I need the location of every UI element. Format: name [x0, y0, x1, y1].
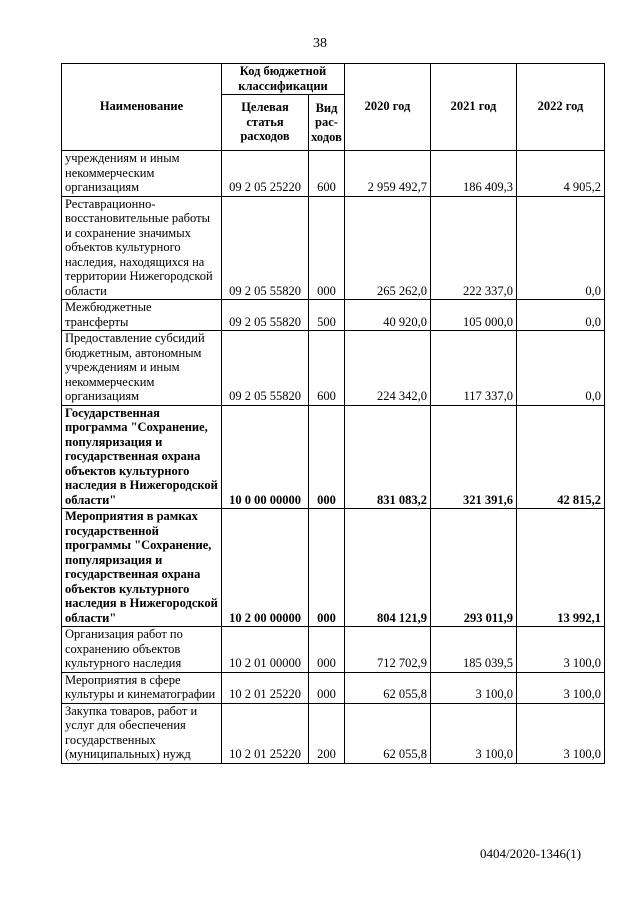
- row-2020: 265 262,0: [345, 196, 431, 300]
- row-2020: 831 083,2: [345, 405, 431, 509]
- row-name: Закупка товаров, работ и услуг для обеспечения государственных (муниципальных) нужд: [62, 703, 222, 763]
- row-2022: 3 100,0: [517, 703, 605, 763]
- table-row: [62, 627, 605, 673]
- row-name: Государственная программа "Сохранение, популяризация и государственная охрана объектов культурного наследия в Нижегородской области": [62, 405, 222, 509]
- row-2022: 42 815,2: [517, 405, 605, 509]
- row-2021: 293 011,9: [431, 509, 517, 627]
- header-name: Наименование: [62, 64, 222, 151]
- row-2020: 2 959 492,7: [345, 151, 431, 197]
- header-target-article: Целевая статья расходов: [222, 95, 309, 151]
- row-target-article: 10 2 01 25220: [222, 703, 309, 763]
- row-name: Межбюджетные трансферты: [62, 300, 222, 331]
- row-2022: 3 100,0: [517, 627, 605, 673]
- row-2021: 117 337,0: [431, 331, 517, 406]
- row-target-article: 09 2 05 55820: [222, 331, 309, 406]
- table-row: [62, 196, 605, 300]
- row-expense-type: 000: [309, 509, 345, 627]
- row-2022: 0,0: [517, 300, 605, 331]
- row-name: Мероприятия в рамках государственной программы "Сохранение, популяризация и государственная охрана объектов культурного наследия в Нижегородской области": [62, 509, 222, 627]
- row-target-article: 09 2 05 25220: [222, 151, 309, 197]
- row-target-article: 10 2 01 00000: [222, 627, 309, 673]
- row-expense-type: 600: [309, 331, 345, 406]
- table-row: [62, 300, 605, 331]
- row-target-article: 10 2 01 25220: [222, 672, 309, 703]
- row-target-article: 10 0 00 00000: [222, 405, 309, 509]
- row-2021: 222 337,0: [431, 196, 517, 300]
- row-name: учреждениям и иным некоммерческим организациям: [62, 151, 222, 197]
- row-2020: 62 055,8: [345, 703, 431, 763]
- row-expense-type: 600: [309, 151, 345, 197]
- header-2022: 2022 год: [517, 64, 605, 151]
- row-name: Реставрационно-восстановительные работы и сохранение значимых объектов культурного наследия, находящихся на территории Нижегородской области: [62, 196, 222, 300]
- row-2022: 3 100,0: [517, 672, 605, 703]
- table-row: [62, 672, 605, 703]
- table-row: [62, 405, 605, 509]
- row-name: Предоставление субсидий бюджетным, автономным учреждениям и иным некоммерческим организациям: [62, 331, 222, 406]
- row-target-article: 09 2 05 55820: [222, 196, 309, 300]
- document-code: 0404/2020-1346(1): [480, 846, 582, 861]
- row-2020: 62 055,8: [345, 672, 431, 703]
- row-target-article: 10 2 00 00000: [222, 509, 309, 627]
- row-2020: 712 702,9: [345, 627, 431, 673]
- header-2020: 2020 год: [345, 64, 431, 151]
- row-2022: 13 992,1: [517, 509, 605, 627]
- header-2021: 2021 год: [431, 64, 517, 151]
- row-2022: 0,0: [517, 196, 605, 300]
- table-row: [62, 151, 605, 197]
- row-expense-type: 000: [309, 672, 345, 703]
- row-2022: 0,0: [517, 331, 605, 406]
- row-expense-type: 000: [309, 196, 345, 300]
- row-2021: 3 100,0: [431, 672, 517, 703]
- row-expense-type: 200: [309, 703, 345, 763]
- row-target-article: 09 2 05 55820: [222, 300, 309, 331]
- header-code-group: Код бюджетной классификации: [222, 64, 345, 95]
- budget-table: [61, 63, 605, 764]
- table-row: [62, 509, 605, 627]
- row-expense-type: 000: [309, 405, 345, 509]
- row-2020: 804 121,9: [345, 509, 431, 627]
- row-2021: 3 100,0: [431, 703, 517, 763]
- table-row: [62, 703, 605, 763]
- page-number: 38: [313, 36, 327, 51]
- row-2022: 4 905,2: [517, 151, 605, 197]
- row-2021: 105 000,0: [431, 300, 517, 331]
- row-expense-type: 500: [309, 300, 345, 331]
- row-name: Мероприятия в сфере культуры и кинематографии: [62, 672, 222, 703]
- row-2020: 224 342,0: [345, 331, 431, 406]
- table-row: [62, 331, 605, 406]
- row-2021: 186 409,3: [431, 151, 517, 197]
- row-name: Организация работ по сохранению объектов культурного наследия: [62, 627, 222, 673]
- row-2021: 185 039,5: [431, 627, 517, 673]
- row-2020: 40 920,0: [345, 300, 431, 331]
- header-expense-type: Вид рас-ходов: [309, 95, 345, 151]
- row-2021: 321 391,6: [431, 405, 517, 509]
- row-expense-type: 000: [309, 627, 345, 673]
